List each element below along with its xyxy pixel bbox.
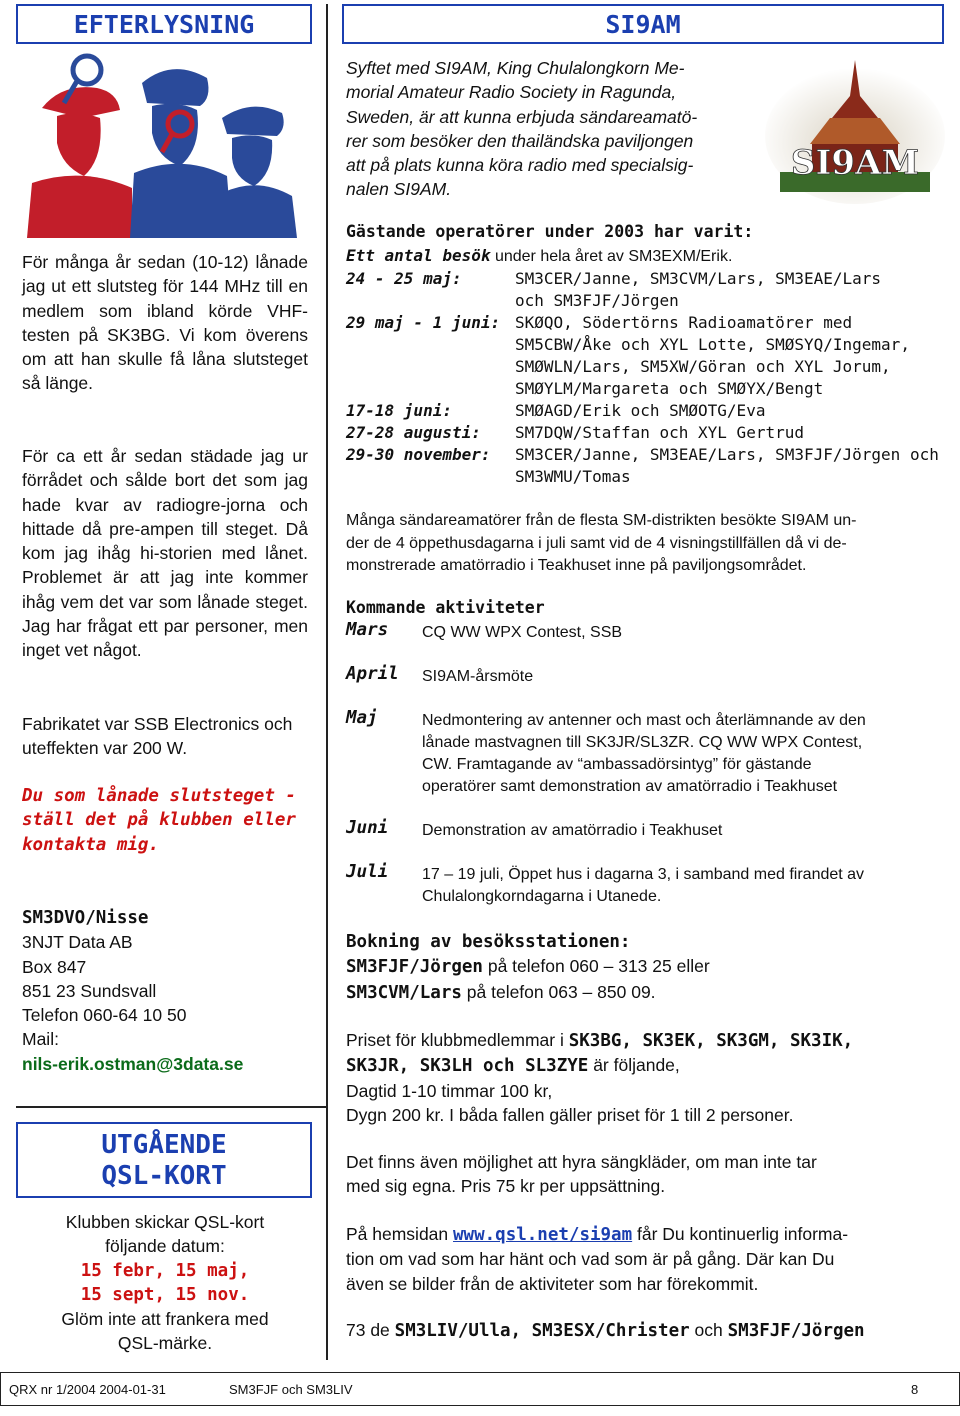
left-paragraph-3: Fabrikatet var SSB Electronics och uteffekten var 200 W. [22, 714, 293, 759]
appeal-text: Du som lånade slutsteget - ställ det på klubben eller kontakta mig. [22, 786, 296, 855]
website-text: får Du kontinuerlig informa- [632, 1224, 849, 1244]
schedule-value [515, 268, 945, 312]
price-text: Priset för klubbmedlemmar i [346, 1030, 569, 1050]
qsl-title-line2: QSL-KORT [101, 1161, 227, 1191]
schedule-value [515, 400, 945, 422]
signature [346, 1320, 936, 1341]
guests-heading: Gästande operatörer under 2003 har varit: [346, 222, 754, 241]
schedule-line: SM3CER/Janne, SM3CVM/Lars, SM3EAE/Lars [515, 269, 882, 288]
website-block [346, 1222, 936, 1296]
page-footer [0, 1372, 960, 1406]
logo-text: SI9AM [790, 143, 920, 183]
contact-block [22, 906, 308, 1076]
website-text: På hemsidan [346, 1224, 454, 1244]
qsl-dates1: 15 febr, 15 maj, [80, 1260, 250, 1281]
many-line-3: monstrerade amatörradio i Teakhuset inne på paviljongsområdet. [346, 557, 807, 574]
price-line-2 [346, 1053, 936, 1078]
activity-line: Demonstration av amatörradio i Teakhuset [422, 822, 723, 839]
price-block [346, 1028, 936, 1127]
qsl-line2: följande datum: [105, 1236, 225, 1257]
si9am-intro [346, 56, 756, 202]
website-line-1 [346, 1222, 936, 1247]
contact-company: 3NJT Data AB [22, 932, 133, 953]
signature-names: SM3FJF/Jörgen [727, 1321, 865, 1341]
qsl-title-line1: UTGÅENDE [101, 1130, 227, 1160]
schedule-label: 27-28 augusti: [346, 423, 481, 442]
activity-value-maj [422, 710, 936, 798]
activity-line: operatörer samt demonstration av amatörradio i Teakhuset [422, 778, 838, 795]
activity-line: SI9AM-årsmöte [422, 668, 534, 685]
activity-value-juli [422, 864, 936, 908]
activity-line: CW. Framtagande av “ambassadörsintyg” för gästande [422, 756, 812, 773]
guests-sub-bold: Ett antal besök [346, 246, 491, 265]
website-line-3: även se bilder från de aktiviteter som har förekommit. [346, 1273, 759, 1294]
intro-line-3: Sweden, är att kunna erbjuda sändareamatö- [346, 106, 698, 127]
schedule-label: 24 - 25 maj: [346, 269, 462, 288]
schedule-value [515, 312, 945, 400]
booking-heading: Bokning av besöksstationen: [346, 932, 631, 952]
contact-box: Box 847 [22, 956, 87, 977]
activity-value-april [422, 666, 936, 688]
activity-line: lånade mastvagnen till SK3JR/SL3ZR. CQ WW WPX Contest, [422, 734, 863, 751]
activity-label-maj: Maj [346, 708, 378, 728]
intro-line-4: rer som besöker den thailändska paviljongen [346, 130, 694, 151]
many-line-1: Många sändareamatörer från de flesta SM-distrikten besökte SI9AM un- [346, 512, 857, 529]
price-text: är följande, [588, 1055, 680, 1076]
schedule-label: 17-18 juni: [346, 401, 452, 420]
price-line-4: Dygn 200 kr. I båda fallen gäller priset för 1 till 2 personer. [346, 1104, 794, 1125]
booking-line-1 [346, 954, 936, 979]
qsl-line1: Klubben skickar QSL-kort [65, 1212, 265, 1232]
bedding-line-2: med sig egna. Pris 75 kr per uppsättning. [346, 1176, 666, 1197]
intro-line-6: nalen SI9AM. [346, 179, 452, 200]
left-paragraph-1: För många år sedan (10-12) lånade jag ut ett slutsteg för 144 MHz till en medlem som ibland körde VHF-testen på SK3BG. Vi kom överens om att han skulle få låna slutsteget så länge. [22, 252, 308, 394]
detective-red [27, 87, 132, 238]
price-line-3: Dagtid 1-10 timmar 100 kr, [346, 1080, 553, 1101]
page-title-si9am: SI9AM [342, 4, 944, 44]
price-line-1 [346, 1028, 936, 1053]
website-link[interactable]: www.qsl.net/si9am [453, 1225, 633, 1245]
contact-call: SM3DVO/Nisse [22, 908, 149, 928]
booking-line-2 [346, 980, 936, 1005]
schedule-label: 29-30 november: [346, 445, 491, 464]
activity-label-mars: Mars [346, 620, 389, 640]
activity-line: CQ WW WPX Contest, SSB [422, 624, 623, 641]
many-line-2: der de 4 öppethusdagarna i juli samt vid de 4 visningstillfällen då vi de- [346, 534, 847, 552]
footer-issue: QRX nr 1/2004 2004-01-31 [9, 1382, 166, 1397]
schedule-line: SM3WMU/Tomas [515, 467, 631, 486]
booking-rest: på telefon 060 – 313 25 eller [482, 956, 710, 977]
guests-subline [346, 246, 936, 266]
si9am-logo [760, 56, 950, 206]
guests-sub-rest: under hela året av SM3EXM/Erik. [490, 248, 733, 265]
activity-value-juni [422, 820, 936, 842]
activities-heading: Kommande aktiviteter [346, 598, 545, 617]
detective-blue [130, 69, 297, 238]
many-visitors-text [346, 510, 936, 578]
schedule-line: SKØQO, Södertörns Radioamatörer med [515, 313, 853, 332]
activity-label-april: April [346, 664, 399, 684]
schedule-line: SM5CBW/Åke och XYL Lotte, SMØSYQ/Ingemar, [515, 335, 910, 354]
intro-line-1: Syftet med SI9AM, King Chulalongkorn Me- [346, 58, 685, 78]
booking-call: SM3FJF/Jörgen [346, 957, 483, 978]
page-title-efterlysning: EFTERLYSNING [16, 4, 312, 44]
bedding-block [346, 1150, 936, 1199]
contact-city: 851 23 Sundsvall [22, 980, 157, 1001]
intro-line-5: att på plats kunna köra radio med specialsig- [346, 155, 694, 176]
contact-phone: Telefon 060-64 10 50 [22, 1005, 187, 1026]
booking-block [346, 930, 936, 1005]
signature-text: 73 de [346, 1320, 395, 1340]
intro-line-2: morial Amateur Radio Society in Ragunda, [346, 82, 677, 103]
schedule-line: och SM3FJF/Jörgen [515, 291, 679, 310]
schedule-value [515, 422, 945, 444]
left-paragraph-2: För ca ett år sedan städade jag ur förrådet och sålde bort det som jag hade kvar av radiogre-jorna och hittade då pre-ampen till steget. Då kom jag ihåg hi-storien med lånet. Problemet är att jag inte kommer ihåg vem det var som lånade steget. Jag har frågat ett par personer, men inget vet något. [22, 446, 308, 661]
qsl-line3: Glöm inte att frankera med [61, 1309, 269, 1330]
website-line-2: tion om vad som har hänt och vad som är på gång. Där kan Du [346, 1249, 835, 1270]
section-divider [16, 1106, 328, 1108]
activity-line: Chulalongkorndagarna i Utanede. [422, 888, 662, 905]
activity-label-juli: Juli [346, 862, 389, 882]
activity-label-juni: Juni [346, 818, 389, 838]
footer-page-number: 8 [911, 1382, 919, 1397]
contact-mail-label: Mail: [22, 1029, 59, 1050]
price-clubs: SK3BG, SK3EK, SK3GM, SK3IK, [568, 1031, 854, 1051]
footer-authors: SM3FJF och SM3LIV [229, 1382, 353, 1397]
qsl-dates2: 15 sept, 15 nov. [80, 1284, 250, 1305]
signature-names: SM3LIV/Ulla, SM3ESX/Christer [394, 1321, 690, 1341]
qsl-line4: QSL-märke. [117, 1333, 213, 1354]
schedule-line: SMØYLM/Margareta och SMØYX/Bengt [515, 379, 824, 398]
price-clubs: SK3JR, SK3LH och SL3ZYE [346, 1056, 589, 1077]
schedule-line: SMØAGD/Erik och SMØOTG/Eva [515, 401, 766, 420]
booking-rest: på telefon 063 – 850 09. [461, 981, 656, 1002]
booking-call: SM3CVM/Lars [346, 982, 462, 1003]
bedding-line-1: Det finns även möjlighet att hyra sängkläder, om man inte tar [346, 1152, 817, 1172]
schedule-value [515, 444, 945, 488]
schedule-label: 29 maj - 1 juni: [346, 313, 501, 332]
column-divider [326, 4, 328, 1360]
schedule-line: SMØWLN/Lars, SM5XW/Göran och XYL Jorum, [515, 357, 891, 376]
qsl-title-box [16, 1122, 312, 1198]
qsl-info [22, 1210, 308, 1356]
activity-value-mars [422, 622, 936, 644]
detective-illustration [22, 48, 308, 238]
signature-text: och [689, 1320, 728, 1340]
activity-line: Nedmontering av antenner och mast och återlämnande av den [422, 712, 866, 729]
schedule-line: SM7DQW/Staffan och XYL Gertrud [515, 423, 804, 442]
activity-line: 17 – 19 juli, Öppet hus i dagarna 3, i samband med firandet av [422, 866, 865, 883]
contact-email-link[interactable]: nils-erik.ostman@3data.se [22, 1053, 244, 1074]
schedule-line: SM3CER/Janne, SM3EAE/Lars, SM3FJF/Jörgen och [515, 445, 939, 464]
